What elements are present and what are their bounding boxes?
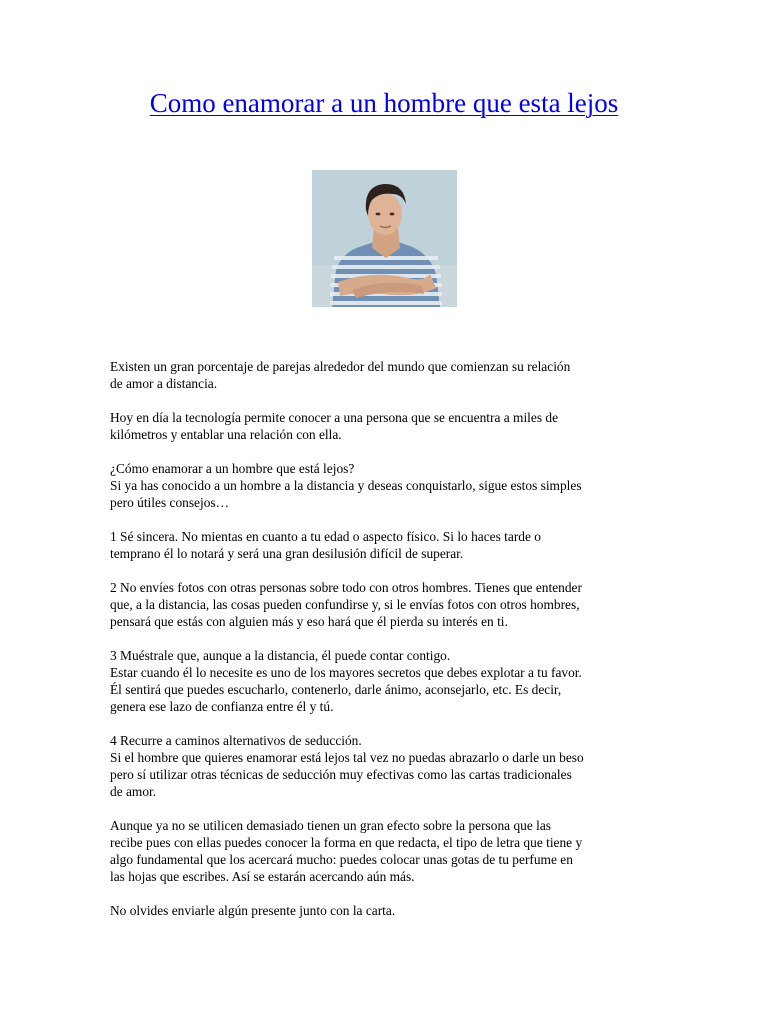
article-body bbox=[110, 358, 670, 936]
paragraph-4: 1 Sé sincera. No mientas en cuanto a tu edad o aspecto físico. Si lo haces tarde o temprano él lo notará y será una gran desilusión difícil de superar. bbox=[110, 529, 541, 561]
man-portrait-illustration bbox=[312, 170, 457, 307]
paragraph-3: ¿Cómo enamorar a un hombre que está lejos? Si ya has conocido a un hombre a la distancia y deseas conquistarlo, sigue estos simples pero útiles consejos… bbox=[110, 461, 582, 510]
document-title-link[interactable]: Como enamorar a un hombre que esta lejos bbox=[149, 88, 619, 118]
paragraph-9: No olvides enviarle algún presente junto con la carta. bbox=[110, 903, 396, 918]
paragraph-5: 2 No envíes fotos con otras personas sobre todo con otros hombres. Tienes que entender que, a la distancia, las cosas pueden confundirse y, si le envías fotos con otros hombres, pensará que estás con alguien más y eso hará que él pierda su interés en ti. bbox=[110, 580, 582, 629]
paragraph-7: 4 Recurre a caminos alternativos de seducción. Si el hombre que quieres enamorar está lejos tal vez no puedas abrazarlo o darle un beso pero sí utilizar otras técnicas de seducción muy efectivas como las cartas tradicionales de amor. bbox=[110, 733, 584, 799]
paragraph-2: Hoy en día la tecnología permite conocer a una persona que se encuentra a miles de kilómetros y entablar una relación con ella. bbox=[110, 410, 559, 442]
paragraph-1: Existen un gran porcentaje de parejas alrededor del mundo que comienzan su relación de amor a distancia. bbox=[110, 359, 571, 391]
man-portrait-photo bbox=[312, 170, 457, 307]
paragraph-8: Aunque ya no se utilicen demasiado tienen un gran efecto sobre la persona que las recibe pues con ellas puedes conocer la forma en que redacta, el tipo de letra que tiene y algo fundamental que los acercará mucho: puedes colocar unas gotas de tu perfume en las hojas que escribes. Así se estarán acercando aún más. bbox=[110, 818, 583, 884]
paragraph-6: 3 Muéstrale que, aunque a la distancia, él puede contar contigo. Estar cuando él lo necesite es uno de los mayores secretos que debes explotar a tu favor. Él sentirá que puedes escucharlo, contenerlo, darle ánimo, aconsejarlo, etc. Es decir, genera ese lazo de confianza entre él y tú. bbox=[110, 648, 582, 714]
